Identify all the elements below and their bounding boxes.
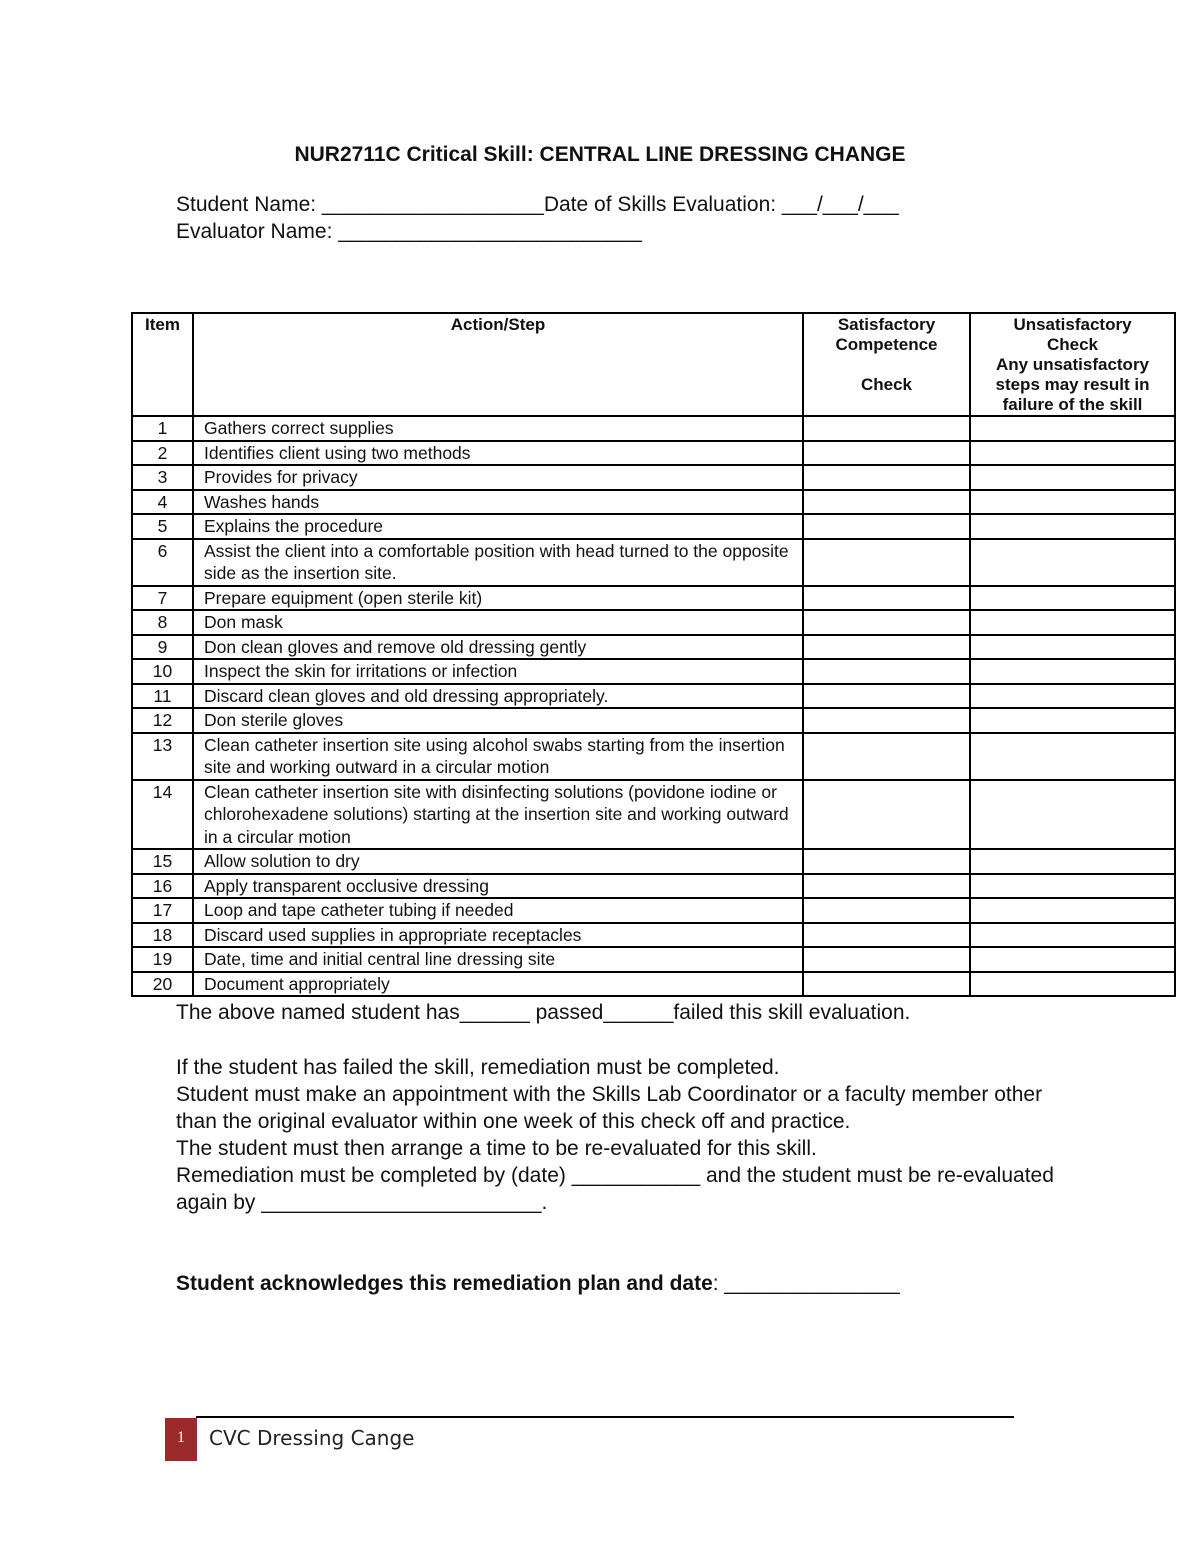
unsatisfactory-check-cell[interactable] [970, 514, 1175, 539]
row-item-number: 11 [132, 684, 193, 709]
table-row [132, 733, 1175, 780]
unsatisfactory-warning: Any unsatisfactory steps may result in failure of the skill [995, 355, 1150, 414]
unsatisfactory-check-cell[interactable] [970, 874, 1175, 899]
row-item-number: 15 [132, 849, 193, 874]
satisfactory-check-cell[interactable] [803, 708, 970, 733]
row-action-step: Don sterile gloves [193, 708, 803, 733]
row-action-step: Document appropriately [193, 972, 803, 997]
row-action-step: Prepare equipment (open sterile kit) [193, 586, 803, 611]
satisfactory-check-cell[interactable] [803, 635, 970, 660]
satisfactory-check-cell[interactable] [803, 972, 970, 997]
row-item-number: 16 [132, 874, 193, 899]
row-action-step: Don clean gloves and remove old dressing gently [193, 635, 803, 660]
remediation-section [176, 1054, 1056, 1216]
footer-title: CVC Dressing Cange [209, 1426, 415, 1450]
remediation-text-2: Student must make an appointment with the Skills Lab Coordinator or a faculty member other than the original evaluator within one week of this check off and practice. [176, 1083, 1043, 1133]
unsatisfactory-check-cell[interactable] [970, 733, 1175, 780]
satisfactory-check-cell[interactable] [803, 586, 970, 611]
result-line: The above named student has______ passed______failed this skill evaluation. [176, 1001, 911, 1024]
table-row [132, 635, 1175, 660]
row-item-number: 7 [132, 586, 193, 611]
table-row [132, 441, 1175, 466]
row-action-step: Inspect the skin for irritations or infection [193, 659, 803, 684]
unsatisfactory-check-cell[interactable] [970, 947, 1175, 972]
remediation-text-1: If the student has failed the skill, remediation must be completed. [176, 1056, 780, 1079]
column-header-unsatisfactory [970, 313, 1175, 416]
column-header-action: Action/Step [193, 313, 803, 416]
unsatisfactory-check-cell[interactable] [970, 610, 1175, 635]
table-header-row [132, 313, 1175, 416]
unsatisfactory-check-cell[interactable] [970, 708, 1175, 733]
row-item-number: 18 [132, 923, 193, 948]
row-item-number: 4 [132, 490, 193, 515]
unsatisfactory-check-cell[interactable] [970, 780, 1175, 850]
row-item-number: 1 [132, 416, 193, 441]
row-item-number: 12 [132, 708, 193, 733]
acknowledgement-label: Student acknowledges this remediation plan and date [176, 1272, 713, 1295]
unsatisfactory-check-cell[interactable] [970, 441, 1175, 466]
row-action-step: Apply transparent occlusive dressing [193, 874, 803, 899]
satisfactory-check-cell[interactable] [803, 610, 970, 635]
row-item-number: 3 [132, 465, 193, 490]
satisfactory-check-label: Check [860, 375, 913, 394]
unsatisfactory-check-label: Check [1046, 335, 1099, 354]
row-item-number: 20 [132, 972, 193, 997]
row-action-step: Date, time and initial central line dressing site [193, 947, 803, 972]
table-row [132, 849, 1175, 874]
page-number-badge: 1 [165, 1418, 197, 1461]
unsatisfactory-check-cell[interactable] [970, 539, 1175, 586]
table-row [132, 972, 1175, 997]
satisfactory-check-cell[interactable] [803, 684, 970, 709]
unsatisfactory-check-cell[interactable] [970, 586, 1175, 611]
table-row [132, 610, 1175, 635]
unsatisfactory-check-cell[interactable] [970, 490, 1175, 515]
unsatisfactory-check-cell[interactable] [970, 416, 1175, 441]
row-action-step: Allow solution to dry [193, 849, 803, 874]
skills-checklist-table [131, 312, 1176, 997]
row-action-step: Clean catheter insertion site using alcohol swabs starting from the insertion site and working outward in a circular motion [193, 733, 803, 780]
row-action-step: Discard used supplies in appropriate receptacles [193, 923, 803, 948]
row-action-step: Discard clean gloves and old dressing appropriately. [193, 684, 803, 709]
evaluator-name-line: Evaluator Name: __________________________ [176, 220, 642, 243]
remediation-text-3: The student must then arrange a time to be re-evaluated for this skill. [176, 1137, 817, 1160]
satisfactory-check-cell[interactable] [803, 659, 970, 684]
row-item-number: 10 [132, 659, 193, 684]
table-row [132, 416, 1175, 441]
satisfactory-check-cell[interactable] [803, 514, 970, 539]
table-row [132, 780, 1175, 850]
row-action-step: Provides for privacy [193, 465, 803, 490]
table-row [132, 684, 1175, 709]
table-row [132, 514, 1175, 539]
row-item-number: 8 [132, 610, 193, 635]
satisfactory-check-cell[interactable] [803, 441, 970, 466]
row-action-step: Loop and tape catheter tubing if needed [193, 898, 803, 923]
row-item-number: 13 [132, 733, 193, 780]
footer-rule [196, 1416, 1014, 1418]
table-row [132, 490, 1175, 515]
column-header-item: Item [132, 313, 193, 416]
table-row [132, 586, 1175, 611]
satisfactory-check-cell[interactable] [803, 874, 970, 899]
page-title: NUR2711C Critical Skill: CENTRAL LINE DRESSING CHANGE [294, 143, 906, 166]
unsatisfactory-check-cell[interactable] [970, 923, 1175, 948]
unsatisfactory-check-cell[interactable] [970, 635, 1175, 660]
satisfactory-check-cell[interactable] [803, 416, 970, 441]
table-row [132, 659, 1175, 684]
acknowledgement-blank: : _______________ [712, 1272, 900, 1295]
row-action-step: Identifies client using two methods [193, 441, 803, 466]
column-header-satisfactory [803, 313, 970, 416]
table-row [132, 539, 1175, 586]
satisfactory-check-cell[interactable] [803, 898, 970, 923]
unsatisfactory-check-cell[interactable] [970, 465, 1175, 490]
table-row [132, 465, 1175, 490]
row-item-number: 6 [132, 539, 193, 586]
unsatisfactory-label: Unsatisfactory [1013, 315, 1132, 334]
row-action-step: Explains the procedure [193, 514, 803, 539]
row-action-step: Don mask [193, 610, 803, 635]
satisfactory-check-cell[interactable] [803, 733, 970, 780]
satisfactory-label: Satisfactory [837, 315, 936, 334]
unsatisfactory-check-cell[interactable] [970, 684, 1175, 709]
unsatisfactory-check-cell[interactable] [970, 659, 1175, 684]
row-item-number: 17 [132, 898, 193, 923]
row-item-number: 14 [132, 780, 193, 850]
unsatisfactory-check-cell[interactable] [970, 898, 1175, 923]
row-action-step: Gathers correct supplies [193, 416, 803, 441]
satisfactory-check-cell[interactable] [803, 780, 970, 850]
row-action-step: Assist the client into a comfortable position with head turned to the opposite side as the insertion site. [193, 539, 803, 586]
row-item-number: 5 [132, 514, 193, 539]
table-row [132, 708, 1175, 733]
table-row [132, 923, 1175, 948]
row-item-number: 2 [132, 441, 193, 466]
unsatisfactory-check-cell[interactable] [970, 972, 1175, 997]
satisfactory-check-cell[interactable] [803, 539, 970, 586]
unsatisfactory-check-cell[interactable] [970, 849, 1175, 874]
remediation-text-4: Remediation must be completed by (date) ___________ and the student must be re-evaluated again by ________________________. [176, 1164, 1054, 1214]
satisfactory-check-cell[interactable] [803, 923, 970, 948]
student-name-date-line: Student Name: ___________________Date of Skills Evaluation: ___/___/___ [176, 193, 899, 216]
table-row [132, 874, 1175, 899]
table-row [132, 947, 1175, 972]
row-action-step: Clean catheter insertion site with disinfecting solutions (povidone iodine or chlorohexadene solutions) starting at the insertion site and working outward in a circular motion [193, 780, 803, 850]
satisfactory-check-cell[interactable] [803, 849, 970, 874]
satisfactory-check-cell[interactable] [803, 465, 970, 490]
satisfactory-check-cell[interactable] [803, 947, 970, 972]
row-item-number: 19 [132, 947, 193, 972]
row-action-step: Washes hands [193, 490, 803, 515]
row-item-number: 9 [132, 635, 193, 660]
satisfactory-check-cell[interactable] [803, 490, 970, 515]
competence-label: Competence [835, 335, 938, 354]
acknowledgement-line [176, 1270, 1056, 1297]
table-row [132, 898, 1175, 923]
